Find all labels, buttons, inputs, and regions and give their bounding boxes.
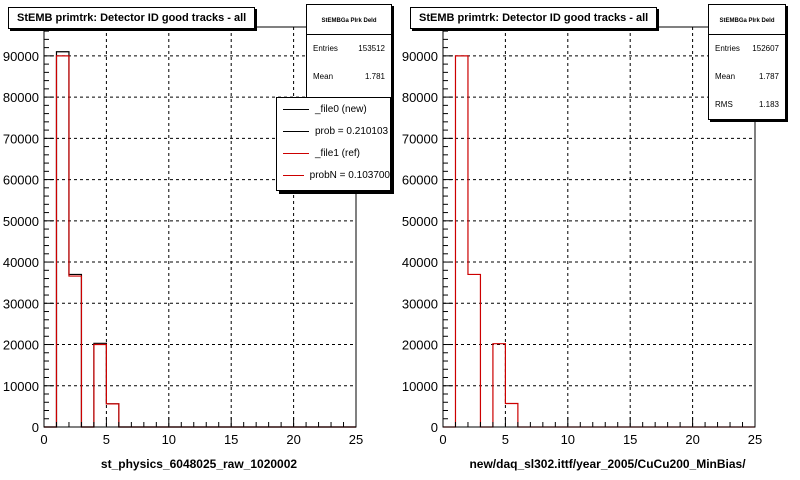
p1-y-tick-label-40000: 40000 [401, 255, 438, 271]
p1-y-tick-label-0: 0 [430, 420, 438, 435]
left-stats-row-entries [307, 35, 391, 63]
p1-x-tick-label-20: 20 [685, 432, 700, 447]
p0-y-tick-label-80000: 80000 [2, 90, 39, 106]
right-stats-name: StEMBGa PIrk DeId [709, 5, 785, 35]
p1-y-tick-label-30000: 30000 [401, 296, 438, 312]
left-stats-entries-value: 153512 [358, 44, 385, 53]
right-stats-mean-value: 1.787 [758, 72, 779, 81]
p0-x-tick-label-20: 20 [286, 432, 301, 447]
p1-x-tick-label-15: 15 [622, 432, 638, 447]
left-stats-mean-value: 1.781 [364, 72, 385, 81]
left-panel-title: StEMB primtrk: Detector ID good tracks - all [8, 7, 255, 29]
p1-x-tick-label-10: 10 [560, 432, 576, 447]
right-panel [400, 0, 800, 480]
p1-x-tick-label-5: 5 [501, 432, 510, 447]
p0-y-tick-label-70000: 70000 [2, 131, 39, 147]
right-x-axis-label: new/daq_sl302.ittf/year_2005/CuCu200_MinBias/ [469, 457, 746, 471]
p1-y-tick-label-60000: 60000 [401, 172, 438, 188]
left-stats-name: StEMBGa PIrk DeId [307, 5, 391, 35]
legend-entry-file1 [277, 142, 390, 164]
left-stats-box [306, 4, 392, 102]
p0-y-tick-label-40000: 40000 [2, 255, 39, 271]
p0-y-tick-label-30000: 30000 [2, 296, 39, 312]
p0-y-tick-label-0: 0 [31, 420, 39, 435]
left-stats-row-mean [307, 63, 391, 91]
legend-swatch-prob [283, 131, 309, 132]
right-stats-rms-value: 1.183 [758, 100, 779, 109]
p1-x-tick-label-25: 25 [747, 432, 763, 447]
p0-x-tick-label-5: 5 [102, 432, 111, 447]
right-stats-mean-label: Mean [715, 72, 736, 81]
p0-x-tick-label-15: 15 [223, 432, 239, 447]
left-x-axis-label: st_physics_6048025_raw_1020002 [100, 457, 298, 471]
legend-swatch-file1 [283, 153, 309, 154]
right-stats-entries-label: Entries [715, 44, 740, 53]
p1-y-tick-label-50000: 50000 [401, 213, 438, 229]
p0-y-tick-label-90000: 90000 [2, 48, 39, 64]
left-stats-entries-label: Entries [313, 44, 338, 53]
p0-y-tick-label-60000: 60000 [2, 172, 39, 188]
right-panel-title: StEMB primtrk: Detector ID good tracks - all [410, 7, 657, 29]
legend-label-file0: _file0 (new) [315, 103, 367, 115]
p1-y-tick-label-70000: 70000 [401, 131, 438, 147]
legend-entry-probn [277, 164, 390, 186]
legend-entry-file0 [277, 98, 390, 120]
p1-y-tick-label-80000: 80000 [401, 90, 438, 106]
legend-swatch-file0 [283, 109, 309, 110]
p1-y-tick-label-10000: 10000 [401, 378, 438, 394]
legend-label-prob: prob = 0.210103 [315, 125, 389, 137]
right-stats-row-mean [709, 63, 785, 91]
right-stats-rms-label: RMS [715, 100, 733, 109]
p0-y-tick-label-50000: 50000 [2, 213, 39, 229]
right-stats-row-rms [709, 91, 785, 119]
legend-swatch-probn [283, 175, 304, 176]
p0-x-tick-label-0: 0 [40, 432, 48, 447]
p0-y-tick-label-10000: 10000 [2, 378, 39, 394]
p0-y-tick-label-20000: 20000 [2, 337, 39, 353]
p1-y-tick-label-20000: 20000 [401, 337, 438, 353]
right-stats-box [708, 4, 786, 120]
p0-x-tick-label-10: 10 [161, 432, 177, 447]
left-stats-mean-label: Mean [313, 72, 334, 81]
right-stats-row-entries [709, 35, 785, 63]
legend-label-file1: _file1 (ref) [315, 147, 361, 159]
p0-x-tick-label-25: 25 [348, 432, 364, 447]
legend-entry-prob [277, 120, 390, 142]
p1-y-tick-label-90000: 90000 [401, 48, 438, 64]
p1-x-tick-label-0: 0 [439, 432, 447, 447]
right-stats-entries-value: 152607 [752, 44, 779, 53]
left-legend [276, 97, 391, 191]
legend-label-probn: probN = 0.103700 [309, 169, 390, 181]
